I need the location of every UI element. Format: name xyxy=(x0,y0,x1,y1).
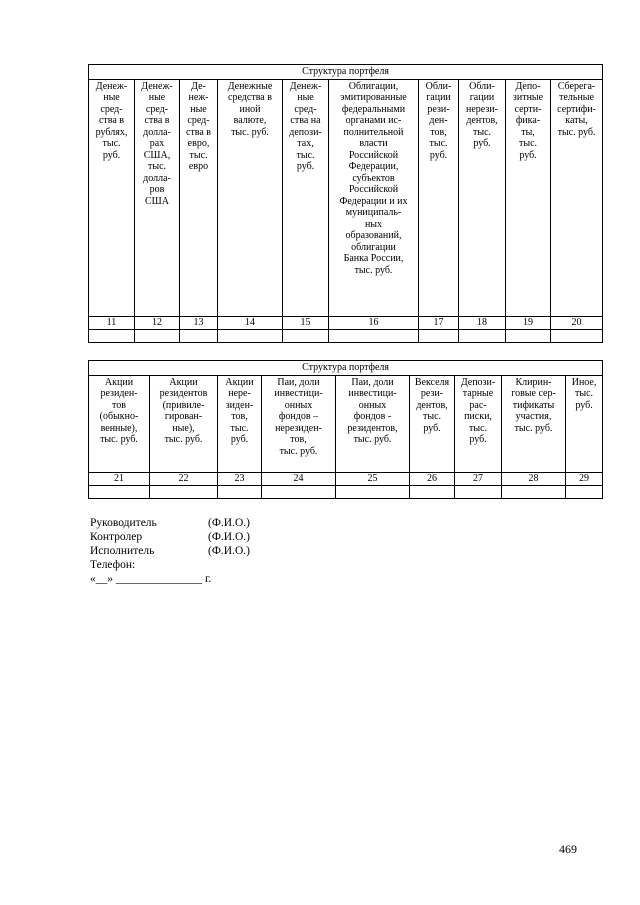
head-name-placeholder: (Ф.И.О.) xyxy=(208,517,250,529)
column-header: Депози- тарные рас- писки, тыс. руб. xyxy=(455,375,502,472)
empty-cell xyxy=(180,329,218,342)
column-header: Депо- зитные серти- фика- ты, тыс. руб. xyxy=(506,79,551,316)
table-title: Структура портфеля xyxy=(89,65,603,80)
empty-cell xyxy=(218,485,262,498)
column-number: 23 xyxy=(218,472,262,485)
phone-label: Телефон: xyxy=(90,559,136,571)
column-number: 17 xyxy=(419,316,459,329)
column-number: 13 xyxy=(180,316,218,329)
column-header: Акции резиден- тов (обыкно- венные), тыс. руб. xyxy=(89,375,150,472)
column-header: Денеж- ные сред- ства в долла- рах США, тыс. долла- ров США xyxy=(135,79,180,316)
empty-cell xyxy=(283,329,329,342)
signature-block xyxy=(90,516,250,586)
column-header: Де- неж- ные сред- ства в евро, тыс. евро xyxy=(180,79,218,316)
column-number: 27 xyxy=(455,472,502,485)
phone-row xyxy=(90,558,250,572)
column-number: 20 xyxy=(551,316,603,329)
column-number: 25 xyxy=(336,472,410,485)
column-header: Обли- гации рези- ден- тов, тыс. руб. xyxy=(419,79,459,316)
column-number: 11 xyxy=(89,316,135,329)
column-header: Паи, доли инвестици- онных фондов – нерезиден- тов, тыс. руб. xyxy=(262,375,336,472)
column-header: Сберега- тельные сертифи- каты, тыс. руб. xyxy=(551,79,603,316)
column-header: Клирин- говые сер- тификаты участия, тыс. руб. xyxy=(502,375,566,472)
date-line: «__» _______________ г. xyxy=(90,573,212,585)
empty-cell xyxy=(218,329,283,342)
column-header: Денеж- ные сред- ства на депози- тах, тыс. руб. xyxy=(283,79,329,316)
signature-row-controller xyxy=(90,530,250,544)
column-number: 24 xyxy=(262,472,336,485)
empty-cell xyxy=(566,485,603,498)
empty-cell xyxy=(262,485,336,498)
column-header: Иное, тыс. руб. xyxy=(566,375,603,472)
empty-cell xyxy=(135,329,180,342)
column-header: Векселя рези- дентов, тыс. руб. xyxy=(410,375,455,472)
controller-name-placeholder: (Ф.И.О.) xyxy=(208,531,250,543)
empty-cell xyxy=(336,485,410,498)
portfolio-structure-table-1 xyxy=(88,64,603,343)
column-number: 21 xyxy=(89,472,150,485)
executor-label: Исполнитель xyxy=(90,545,155,557)
column-number: 16 xyxy=(329,316,419,329)
executor-name-placeholder: (Ф.И.О.) xyxy=(208,545,250,557)
column-number: 18 xyxy=(459,316,506,329)
column-number: 15 xyxy=(283,316,329,329)
empty-cell xyxy=(410,485,455,498)
empty-cell xyxy=(459,329,506,342)
empty-cell xyxy=(150,485,218,498)
column-number: 14 xyxy=(218,316,283,329)
column-header: Денеж- ные сред- ства в рублях, тыс. руб. xyxy=(89,79,135,316)
column-number: 26 xyxy=(410,472,455,485)
empty-cell xyxy=(502,485,566,498)
empty-cell xyxy=(89,485,150,498)
signature-row-executor xyxy=(90,544,250,558)
page-number: 469 xyxy=(559,842,577,856)
empty-cell xyxy=(89,329,135,342)
column-number: 29 xyxy=(566,472,603,485)
table-title: Структура портфеля xyxy=(89,361,603,376)
empty-cell xyxy=(455,485,502,498)
portfolio-structure-table-2 xyxy=(88,360,603,499)
column-header: Акции резидентов (привиле- гирован- ные), тыс. руб. xyxy=(150,375,218,472)
column-number: 12 xyxy=(135,316,180,329)
column-header: Акции нере- зиден- тов, тыс. руб. xyxy=(218,375,262,472)
column-number: 22 xyxy=(150,472,218,485)
empty-cell xyxy=(329,329,419,342)
empty-cell xyxy=(419,329,459,342)
signature-row-head xyxy=(90,516,250,530)
column-header: Паи, доли инвестици- онных фондов - резидентов, тыс. руб. xyxy=(336,375,410,472)
column-number: 28 xyxy=(502,472,566,485)
head-label: Руководитель xyxy=(90,517,157,529)
column-header: Обли- гации нерези- дентов, тыс. руб. xyxy=(459,79,506,316)
column-header: Денежные средства в иной валюте, тыс. руб. xyxy=(218,79,283,316)
empty-cell xyxy=(551,329,603,342)
column-header: Облигации, эмитированные федеральными органами ис- полнительной власти Российской Федерации, субъектов Российской Федерации и их муниципаль- ных образований, облигации Банка России, тыс. руб. xyxy=(329,79,419,316)
column-number: 19 xyxy=(506,316,551,329)
date-row xyxy=(90,572,250,586)
controller-label: Контролер xyxy=(90,531,143,543)
empty-cell xyxy=(506,329,551,342)
